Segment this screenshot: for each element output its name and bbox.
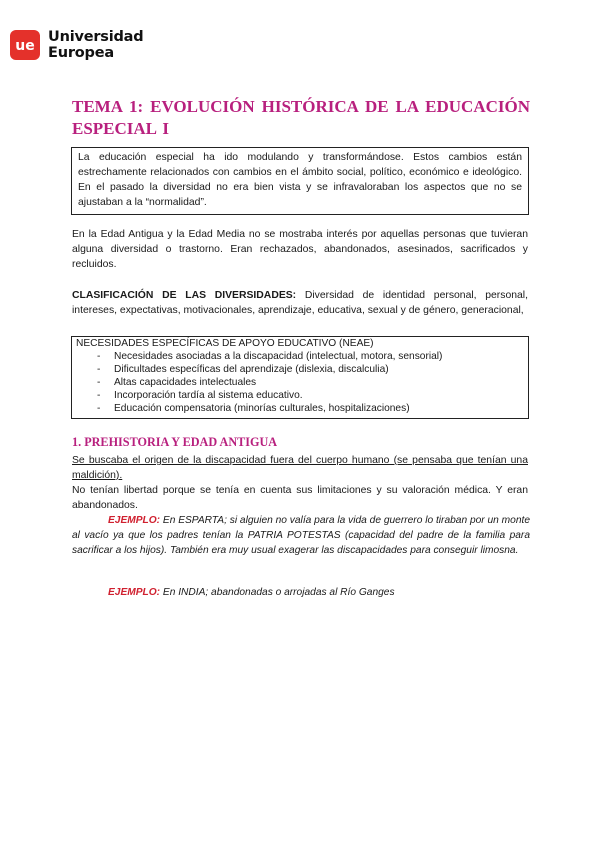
section-heading-prehistoria: 1. PREHISTORIA Y EDAD ANTIGUA (72, 435, 278, 449)
logo-line-2: Europea (48, 45, 114, 61)
logo-wordmark (48, 29, 143, 61)
example-india (72, 585, 530, 600)
list-item: - Educación compensatoria (minorías culturales, hospitalizaciones) (114, 403, 524, 416)
example-esparta-text: En ESPARTA; si alguien no valía para la vida de guerrero lo tiraban por un monte al vacío ya que los padres tenían la PATRIA POTESTAS (capacidad del padre de la familia para sacrificar a los hijos). También era muy usual exagerar las discapacidades para conseguir limosna. (72, 515, 530, 556)
logo-mark-text: ue (15, 38, 35, 54)
paragraph-edad-antigua: En la Edad Antigua y la Edad Media no se mostraba interés por aquellas personas que tuvieran alguna diversidad o trastorno. Eran rechazados, abandonados, asesinados, sacrificados y recluidos. (72, 229, 528, 270)
neae-heading: NECESIDADES ESPECÍFICAS DE APOYO EDUCATIVO (NEAE) (76, 338, 374, 349)
list-item: - Necesidades asociadas a la discapacidad (intelectual, motora, sensorial) (114, 351, 524, 364)
neae-box (71, 336, 529, 419)
section1-text: No tenían libertad porque se tenía en cuenta sus limitaciones y su valoración médica. Y eran abandonados. (72, 485, 528, 511)
page-title: TEMA 1: EVOLUCIÓN HISTÓRICA DE LA EDUCACIÓN ESPECIAL I (72, 97, 530, 138)
example-label: EJEMPLO: (108, 587, 161, 598)
list-item: - Incorporación tardía al sistema educativo. (114, 390, 524, 403)
intro-box (71, 147, 529, 215)
list-item: - Dificultades específicas del aprendizaje (dislexia, discalculia) (114, 364, 524, 377)
section1-intro (72, 453, 528, 513)
list-item: - Altas capacidades intelectuales (114, 377, 524, 390)
classification-label: CLASIFICACIÓN DE LAS DIVERSIDADES: (72, 290, 297, 301)
university-logo (10, 28, 210, 68)
example-india-text: En INDIA; abandonadas o arrojadas al Río Ganges (160, 587, 395, 598)
section1-underlined-text: Se buscaba el origen de la discapacidad fuera del cuerpo humano (se pensaba que tenían una maldición). (72, 455, 528, 481)
classification-paragraph (72, 288, 528, 318)
example-label: EJEMPLO: (108, 515, 161, 526)
classification-text: Diversidad de identidad personal, personal, intereses, expectativas, motivacionales, aprendizaje, educativa, sexual y de género, generacional, (72, 290, 528, 316)
example-esparta (72, 513, 530, 558)
logo-line-1: Universidad (48, 29, 144, 45)
intro-text: La educación especial ha ido modulando y transformándose. Estos cambios están estrechamente relacionados con cambios en el ámbito social, político, económico e ideológico. En el pasado la diversidad no era bien vista y se infravaloraban los aspectos que no se ajustaban a la “normalidad”. (78, 152, 522, 208)
neae-list (76, 351, 524, 416)
